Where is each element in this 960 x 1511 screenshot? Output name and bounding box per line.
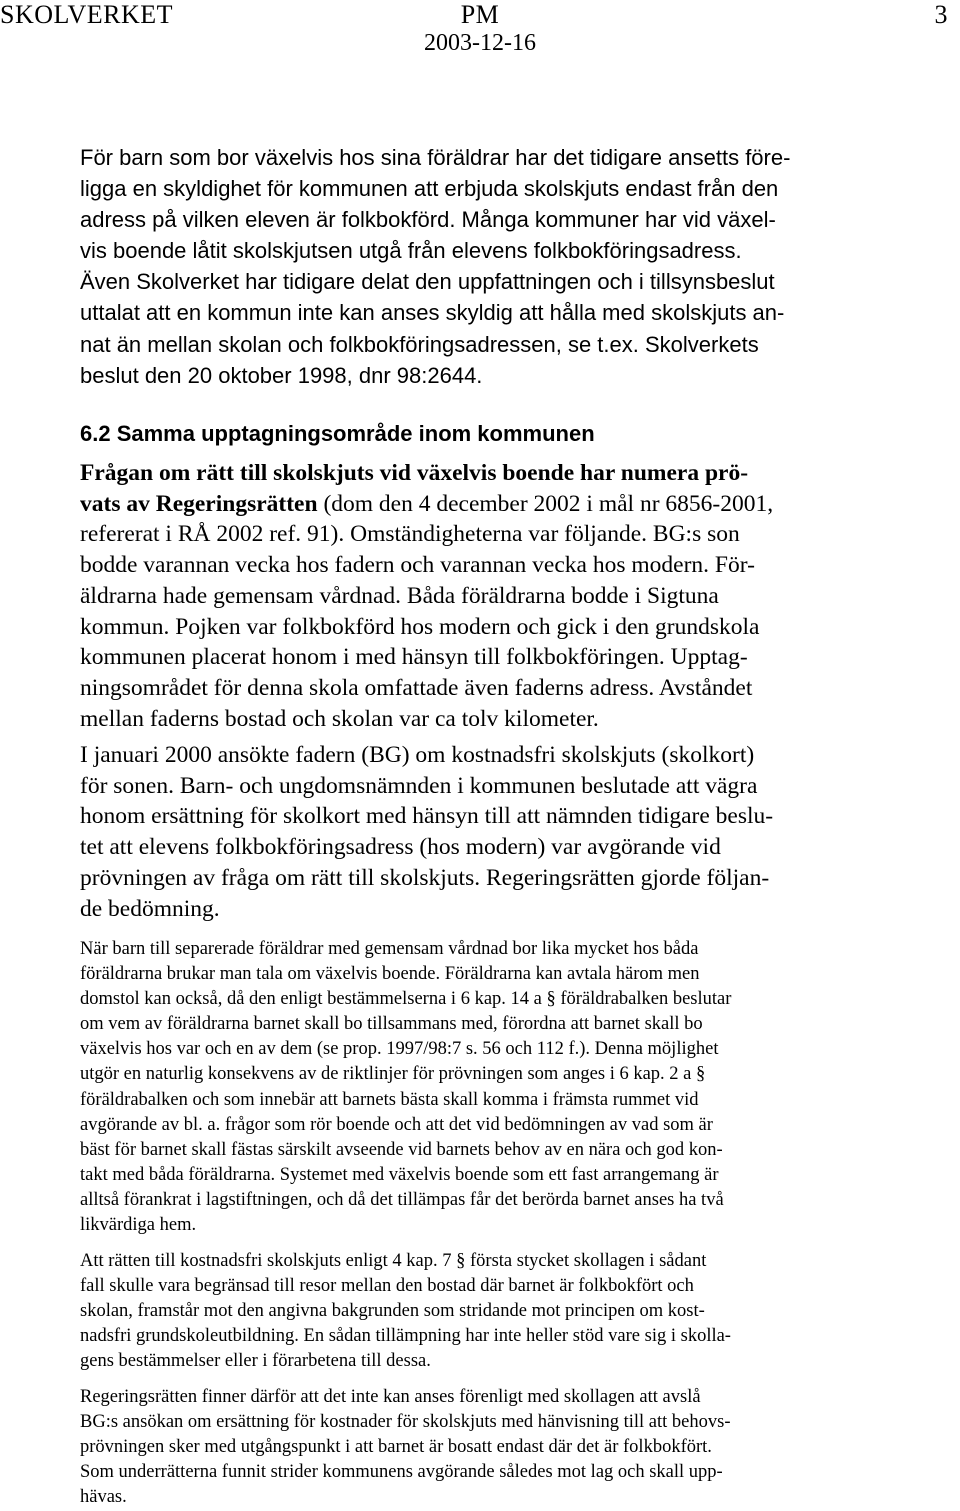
- header-org: SKOLVERKET: [0, 0, 174, 29]
- text-line: [80, 489, 865, 520]
- text-line: prövningen sker med utgångspunkt i att barnet är bosatt endast där det är folkbokfört.: [80, 1437, 712, 1458]
- text-line: ligga en skyldighet för kommunen att erbjuda skolskjuts endast från den: [80, 176, 779, 202]
- header-doc-type: PM: [460, 0, 500, 29]
- text-line: takt med båda föräldrarna. Systemet med växelvis boende som ett fast arrangemang är: [80, 1164, 719, 1185]
- text-line: kommun. Pojken var folkbokförd hos modern och gick i den grundskola: [80, 613, 760, 640]
- text-line: tet att elevens folkbokföringsadress (hos modern) var avgörande vid: [80, 834, 721, 861]
- text-line: nat än mellan skolan och folkbokföringsadressen, se t.ex. Skolverkets: [80, 331, 759, 357]
- text-line: Regeringsrätten finner därför att det inte kan anses förenligt med skollagen att avslå: [80, 1387, 701, 1407]
- text-line: ningsområdet för denna skola omfattade även faderns adress. Avståndet: [80, 674, 753, 701]
- quote-paragraph-3: [80, 1385, 860, 1510]
- text-line: I januari 2000 ansökte fadern (BG) om kostnadsfri skolskjuts (skolkort): [80, 742, 755, 768]
- text-line: refererat i RÅ 2002 ref. 91). Omständigheterna var följande. BG:s son: [80, 521, 740, 548]
- text-line: gens bestämmelser eller i förarbetena till dessa.: [80, 1351, 431, 1372]
- text-line: När barn till separerade föräldrar med gemensam vårdnad bor lika mycket hos båda: [80, 939, 699, 959]
- header-page-number: 3: [934, 0, 948, 29]
- text-line: utgör en naturlig konsekvens av de riktlinjer för prövningen som anges i 6 kap. 2 a §: [80, 1064, 706, 1085]
- text-line: de bedömning.: [80, 895, 220, 922]
- text-line: vis boende låtit skolskjutsen utgå från elevens folkbokföringsadress.: [80, 238, 742, 264]
- text-line-bold: Frågan om rätt till skolskjuts vid växelvis boende har numera prö-: [80, 460, 749, 486]
- text-line: nadsfri grundskoleutbildning. En sådan tillämpning har inte heller stöd vare sig i skolla-: [80, 1326, 731, 1347]
- text-line: fall skulle vara begränsad till resor mellan den bostad där barnet är folkbokfört och: [80, 1276, 694, 1297]
- text-line: föräldrabalken och som innebär att barnets bästa skall komma i främsta rummet vid: [80, 1089, 699, 1110]
- text-line: domstol kan också, då den enligt bestämmelserna i 6 kap. 14 a § föräldrabalken beslutar: [80, 989, 732, 1010]
- text-line: BG:s ansökan om ersättning för kostnader för skolskjuts med hänvisning till att behovs-: [80, 1412, 731, 1433]
- text-line: bäst för barnet skall fästas särskilt avseende vid barnets behov av en nära och god kon-: [80, 1139, 723, 1160]
- text-line: Att rätten till kostnadsfri skolskjuts enligt 4 kap. 7 § första stycket skollagen i sådant: [80, 1251, 707, 1271]
- intro-paragraph: [80, 142, 830, 391]
- text-line: för sonen. Barn- och ungdomsnämnden i kommunen beslutade att vägra: [80, 772, 758, 799]
- text-line: bodde varannan vecka hos fadern och varannan vecka hos modern. För-: [80, 552, 755, 579]
- text-line: Som underrätterna funnit strider kommunens avgörande således mot lag och skall upp-: [80, 1462, 723, 1483]
- text-line: Även Skolverket har tidigare delat den uppfattningen och i tillsynsbeslut: [80, 269, 775, 295]
- section-heading: 6.2 Samma upptagningsområde inom kommunen: [80, 421, 595, 446]
- text-line: om vem av föräldrarna barnet skall bo tillsammans med, förordna att barnet skall bo: [80, 1014, 703, 1035]
- text-line: äldrarna hade gemensam vårdnad. Båda föräldrarna bodde i Sigtuna: [80, 582, 719, 609]
- text-line: adress på vilken eleven är folkbokförd. Många kommuner har vid växel-: [80, 207, 776, 233]
- text-line: För barn som bor växelvis hos sina föräldrar har det tidigare ansetts före-: [80, 145, 791, 170]
- text-line: växelvis hos var och en av dem (se prop. 1997/98:7 s. 56 och 112 f.). Denna möjlighet: [80, 1039, 719, 1060]
- text-line: avgörande av bl. a. frågor som rör boende och att det vid bedömningen av vad som är: [80, 1114, 713, 1135]
- page-header: [0, 0, 960, 60]
- quote-paragraph-2: [80, 1249, 860, 1374]
- text-line: hävas.: [80, 1487, 127, 1508]
- text-fragment: (dom den 4 december 2002 i mål nr 6856-2001,: [317, 490, 774, 517]
- text-line: uttalat att en kommun inte kan anses skyldig att hålla med skolskjuts an-: [80, 300, 785, 326]
- text-line: skolan, framstår mot den angivna bakgrunden som stridande mot principen om kost-: [80, 1301, 705, 1322]
- text-line: prövningen av fråga om rätt till skolskjuts. Regeringsrätten gjorde följan-: [80, 864, 770, 891]
- text-line: beslut den 20 oktober 1998, dnr 98:2644.: [80, 362, 483, 388]
- text-line: honom ersättning för skolkort med hänsyn till att nämnden tidigare beslu-: [80, 803, 774, 830]
- text-line: föräldrarna brukar man tala om växelvis boende. Föräldrarna kan avtala härom men: [80, 964, 700, 985]
- text-line: mellan faderns bostad och skolan var ca tolv kilometer.: [80, 705, 599, 732]
- quote-paragraph-1: [80, 937, 860, 1238]
- application-paragraph: [80, 740, 865, 924]
- court-name: vats av Regeringsrätten: [80, 490, 318, 517]
- text-line: likvärdiga hem.: [80, 1215, 197, 1236]
- case-paragraph: [80, 458, 865, 734]
- text-line: alltså förankrat i lagstiftningen, och då det tillämpas får det berörda barnet anses ha två: [80, 1189, 724, 1210]
- text-line: kommunen placerat honom i med hänsyn till folkbokföringen. Upptag-: [80, 644, 748, 671]
- header-date: 2003-12-16: [424, 30, 536, 56]
